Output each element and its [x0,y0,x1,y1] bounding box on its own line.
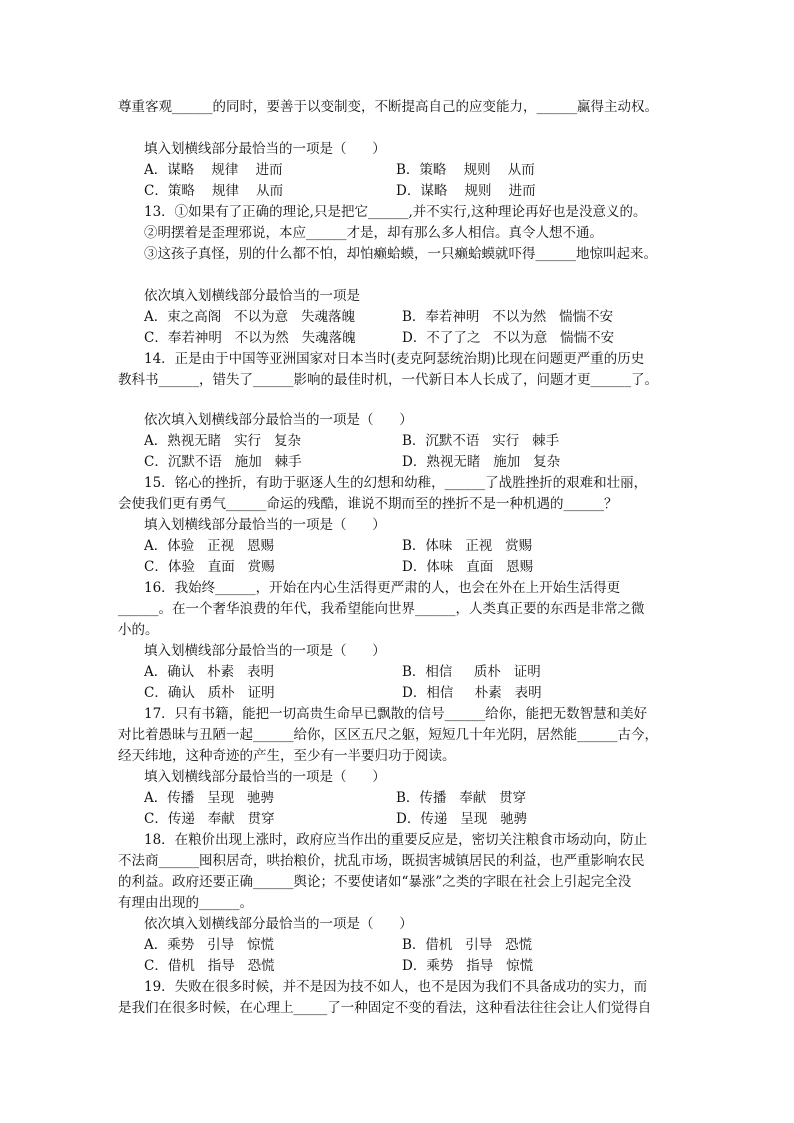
q16-stem-3: 小的。 [118,622,159,638]
q13-option-a[interactable]: A．束之高阁 不以为意 失魂落魄 [144,309,355,325]
q13-stem-3: ③这孩子真怪，别的什么都不怕，却怕癞蛤蟆，一只癞蛤蟆就吓得______地惊叫起来。 [144,246,657,262]
q14-stem-2: 教科书______，错失了______影响的最佳时机，一代新日本人长成了，问题才更______了。 [118,372,658,388]
q18-stem-2: 不法商______囤积居奇，哄抬粮价，扰乱市场，既损害城镇居民的利益，也严重影响农民 [118,853,645,869]
q14-option-c[interactable]: C．沉默不语 施加 棘手 [144,454,302,470]
q16-stem-1: 16．我始终______，开始在内心生活得更严肃的人，也会在外在上开始生活得更 [144,580,621,596]
q15-option-d[interactable]: D．体味 直面 恩赐 [402,559,534,575]
q13-option-c[interactable]: C．奉若神明 不以为然 失魂落魄 [144,330,356,346]
q18-option-c[interactable]: C．借机 指导 恐慌 [144,958,275,974]
q16-instruction: 填入划横线部分最恰当的一项是（ ） [144,643,386,659]
q12-stem-tail: 尊重客观______的同时，要善于以变制变，不断提高自己的应变能力，______赢得主动权。 [118,99,658,115]
q18-option-b[interactable]: B．借机 引导 恐慌 [402,937,533,953]
q18-stem-1: 18．在粮价出现上涨时，政府应当作出的重要反应是，密切关注粮食市场动向，防止 [144,832,648,848]
q13-instruction: 依次填入划横线部分最恰当的一项是 [144,288,360,304]
q15-stem-2: 会使我们更有勇气______命运的残酷，谁说不期而至的挫折不是一种机遇的______？ [118,496,618,512]
q16-option-b[interactable]: B．相信 质朴 证明 [402,664,541,680]
q16-stem-2: ______。在一个奢华浪费的年代，我希望能向世界______，人类真正要的东西是非常之微 [118,601,645,617]
q16-option-c[interactable]: C．确认 质朴 证明 [144,685,275,701]
q14-option-a[interactable]: A．熟视无睹 实行 复杂 [144,433,301,449]
q18-instruction: 依次填入划横线部分最恰当的一项是（ ） [144,916,413,932]
q14-option-b[interactable]: B．沉默不语 实行 棘手 [402,433,560,449]
q12-option-b[interactable]: B．策略 规则 从而 [396,162,535,178]
q17-stem-1: 17．只有书籍，能把一切高贵生命早已飘散的信号______给你，能把无数智慧和美好 [144,706,648,722]
q12-option-c[interactable]: C．策略 规律 从而 [144,183,284,199]
q17-option-a[interactable]: A．传播 呈现 驰骋 [144,790,274,806]
q17-instruction: 填入划横线部分最恰当的一项是（ ） [144,769,386,785]
q16-option-a[interactable]: A．确认 朴素 表明 [144,664,274,680]
q17-stem-3: 经天纬地，这种奇迹的产生，至少有一半要归功于阅读。 [118,748,456,764]
q14-option-d[interactable]: D．熟视无睹 施加 复杂 [402,454,561,470]
q14-instruction: 依次填入划横线部分最恰当的一项是（ ） [144,412,413,428]
q18-option-a[interactable]: A．乘势 引导 惊慌 [144,937,274,953]
q17-option-d[interactable]: D．传递 呈现 驰骋 [396,811,528,827]
q13-option-b[interactable]: B．奉若神明 不以为然 惴惴不安 [402,309,614,325]
q12-option-a[interactable]: A．谋略 规律 进而 [144,162,283,178]
q12-instruction: 填入划横线部分最恰当的一项是（ ） [144,141,386,157]
q15-option-b[interactable]: B．体味 正视 赏赐 [402,538,533,554]
q13-option-d[interactable]: D．不了了之 不以为意 惴惴不安 [402,330,615,346]
q13-stem-2: ②明摆着是歪理邪说，本应______才是，却有那么多人相信。真令人想不通。 [144,225,603,241]
q14-stem-1: 14．正是由于中国等亚洲国家对日本当时(麦克阿瑟统治期)比现在问题更严重的历史 [144,351,645,367]
q15-option-c[interactable]: C．体验 直面 赏赐 [144,559,275,575]
q18-stem-4: 有理由出现的______。 [118,895,253,911]
q15-option-a[interactable]: A．体验 正视 恩赐 [144,538,274,554]
q16-option-d[interactable]: D．相信 朴素 表明 [402,685,542,701]
q19-stem-1: 19．失败在很多时候，并不是因为技不如人，也不是因为我们不具备成功的实力，而 [144,979,648,995]
q19-stem-2: 是我们在很多时候，在心理上_____了一种固定不变的看法，这种看法往往会让人们觉得自 [118,1000,652,1016]
q18-stem-3: 的利益。政府还要正确______舆论；不要使诸如“暴涨”之类的字眼在社会上引起完全没 [118,874,632,890]
q15-instruction: 填入划横线部分最恰当的一项是（ ） [144,517,386,533]
q17-stem-2: 对比着愚昧与丑陋一起______给你，区区五尺之躯，短短几十年光阴，居然能______古今， [118,727,658,743]
q17-option-b[interactable]: B．传播 奉献 贯穿 [396,790,527,806]
q12-option-d[interactable]: D．谋略 规则 进而 [396,183,536,199]
q18-option-d[interactable]: D．乘势 指导 惊慌 [402,958,534,974]
q13-stem-1: 13．①如果有了正确的理论,只是把它______,并不实行,这种理论再好也是没意义的。 [144,204,647,220]
q15-stem-1: 15．铭心的挫折，有助于驱逐人生的幻想和幼稚，______了战胜挫折的艰难和壮丽， [144,475,648,491]
q17-option-c[interactable]: C．传递 奉献 贯穿 [144,811,275,827]
